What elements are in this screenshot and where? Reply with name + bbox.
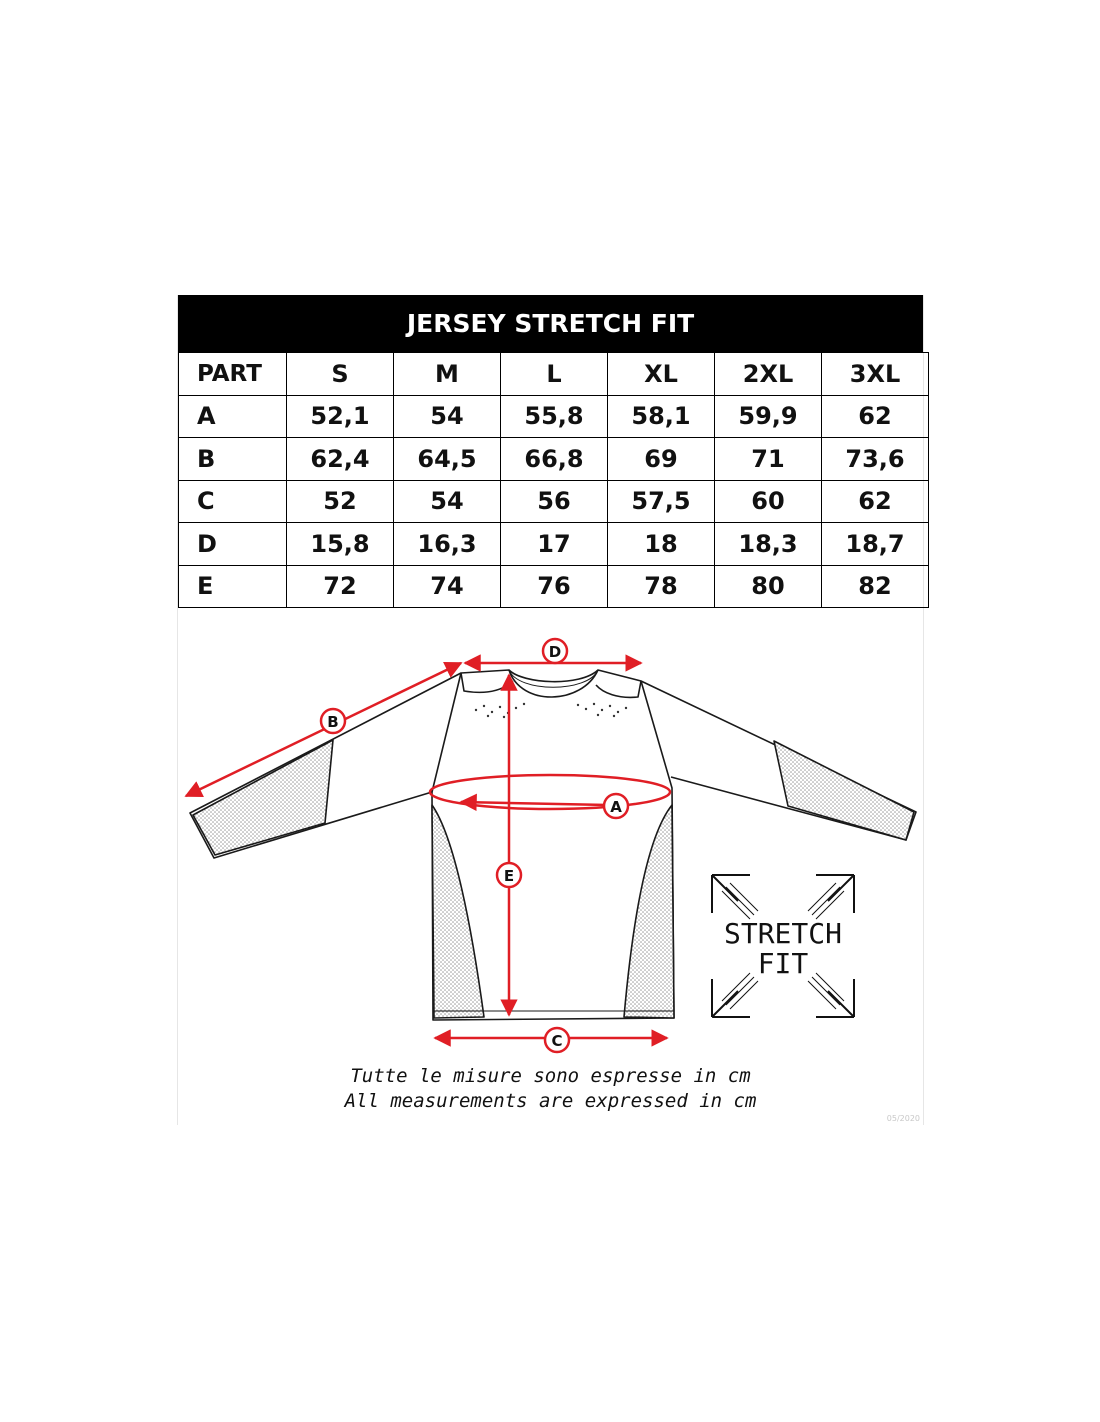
arrow-up-right-icon xyxy=(808,875,854,919)
part-label: E xyxy=(179,565,287,608)
header-cell-size: 3XL xyxy=(822,353,929,396)
header-cell-size: M xyxy=(394,353,501,396)
arrow-up-left-icon xyxy=(712,875,758,919)
marker-label-a: A xyxy=(610,798,622,816)
note-english: All measurements are expressed in cm xyxy=(344,1090,757,1112)
measurement-cell: 82 xyxy=(822,565,929,608)
marker-e xyxy=(497,863,521,887)
arrow-down-left-icon xyxy=(712,973,758,1017)
stretch-label: STRETCH xyxy=(723,917,843,950)
measurement-cell: 18,3 xyxy=(715,523,822,566)
measurement-cell: 72 xyxy=(287,565,394,608)
measurement-cell: 52 xyxy=(287,480,394,523)
measurement-cell: 74 xyxy=(394,565,501,608)
measurement-cell: 18,7 xyxy=(822,523,929,566)
size-chart xyxy=(177,295,924,1125)
fit-label: FIT xyxy=(757,947,809,980)
chart-title: JERSEY STRETCH FIT xyxy=(178,295,923,352)
measurement-cell: 18 xyxy=(608,523,715,566)
marker-label-c: C xyxy=(551,1032,563,1050)
measurement-cell: 66,8 xyxy=(501,438,608,481)
version-code: 05/2020 xyxy=(886,1114,920,1123)
measurement-cell: 80 xyxy=(715,565,822,608)
measurement-cell: 54 xyxy=(394,480,501,523)
measurement-cell: 17 xyxy=(501,523,608,566)
measurement-cell: 64,5 xyxy=(394,438,501,481)
jersey-diagram xyxy=(178,295,923,1125)
header-cell-size: XL xyxy=(608,353,715,396)
measurement-cell: 54 xyxy=(394,395,501,438)
part-label: A xyxy=(179,395,287,438)
marker-label-e: E xyxy=(503,867,515,885)
measurement-cell: 62 xyxy=(822,480,929,523)
part-label: C xyxy=(179,480,287,523)
measurement-cell: 60 xyxy=(715,480,822,523)
header-cell-size: 2XL xyxy=(715,353,822,396)
marker-b xyxy=(321,709,345,733)
marker-label-b: B xyxy=(327,713,339,731)
measurement-cell: 62,4 xyxy=(287,438,394,481)
measurement-cell: 58,1 xyxy=(608,395,715,438)
measurement-cell: 15,8 xyxy=(287,523,394,566)
measurement-cell: 71 xyxy=(715,438,822,481)
measurement-cell: 55,8 xyxy=(501,395,608,438)
part-label: D xyxy=(179,523,287,566)
marker-c xyxy=(545,1028,569,1052)
measurement-cell: 76 xyxy=(501,565,608,608)
measurement-cell: 78 xyxy=(608,565,715,608)
header-cell-size: L xyxy=(501,353,608,396)
header-cell-part: PART xyxy=(179,353,287,396)
part-label: B xyxy=(179,438,287,481)
measurement-cell: 16,3 xyxy=(394,523,501,566)
marker-a xyxy=(604,794,628,818)
measurement-cell: 73,6 xyxy=(822,438,929,481)
marker-d xyxy=(543,639,567,663)
measurement-cell: 62 xyxy=(822,395,929,438)
marker-label-d: D xyxy=(548,643,562,661)
measurement-cell: 59,9 xyxy=(715,395,822,438)
measurement-cell: 57,5 xyxy=(608,480,715,523)
arrow-down-right-icon xyxy=(808,973,854,1017)
header-cell-size: S xyxy=(287,353,394,396)
measurement-cell: 52,1 xyxy=(287,395,394,438)
note-italian: Tutte le misure sono espresse in cm xyxy=(350,1065,751,1087)
measurement-cell: 69 xyxy=(608,438,715,481)
measurement-cell: 56 xyxy=(501,480,608,523)
